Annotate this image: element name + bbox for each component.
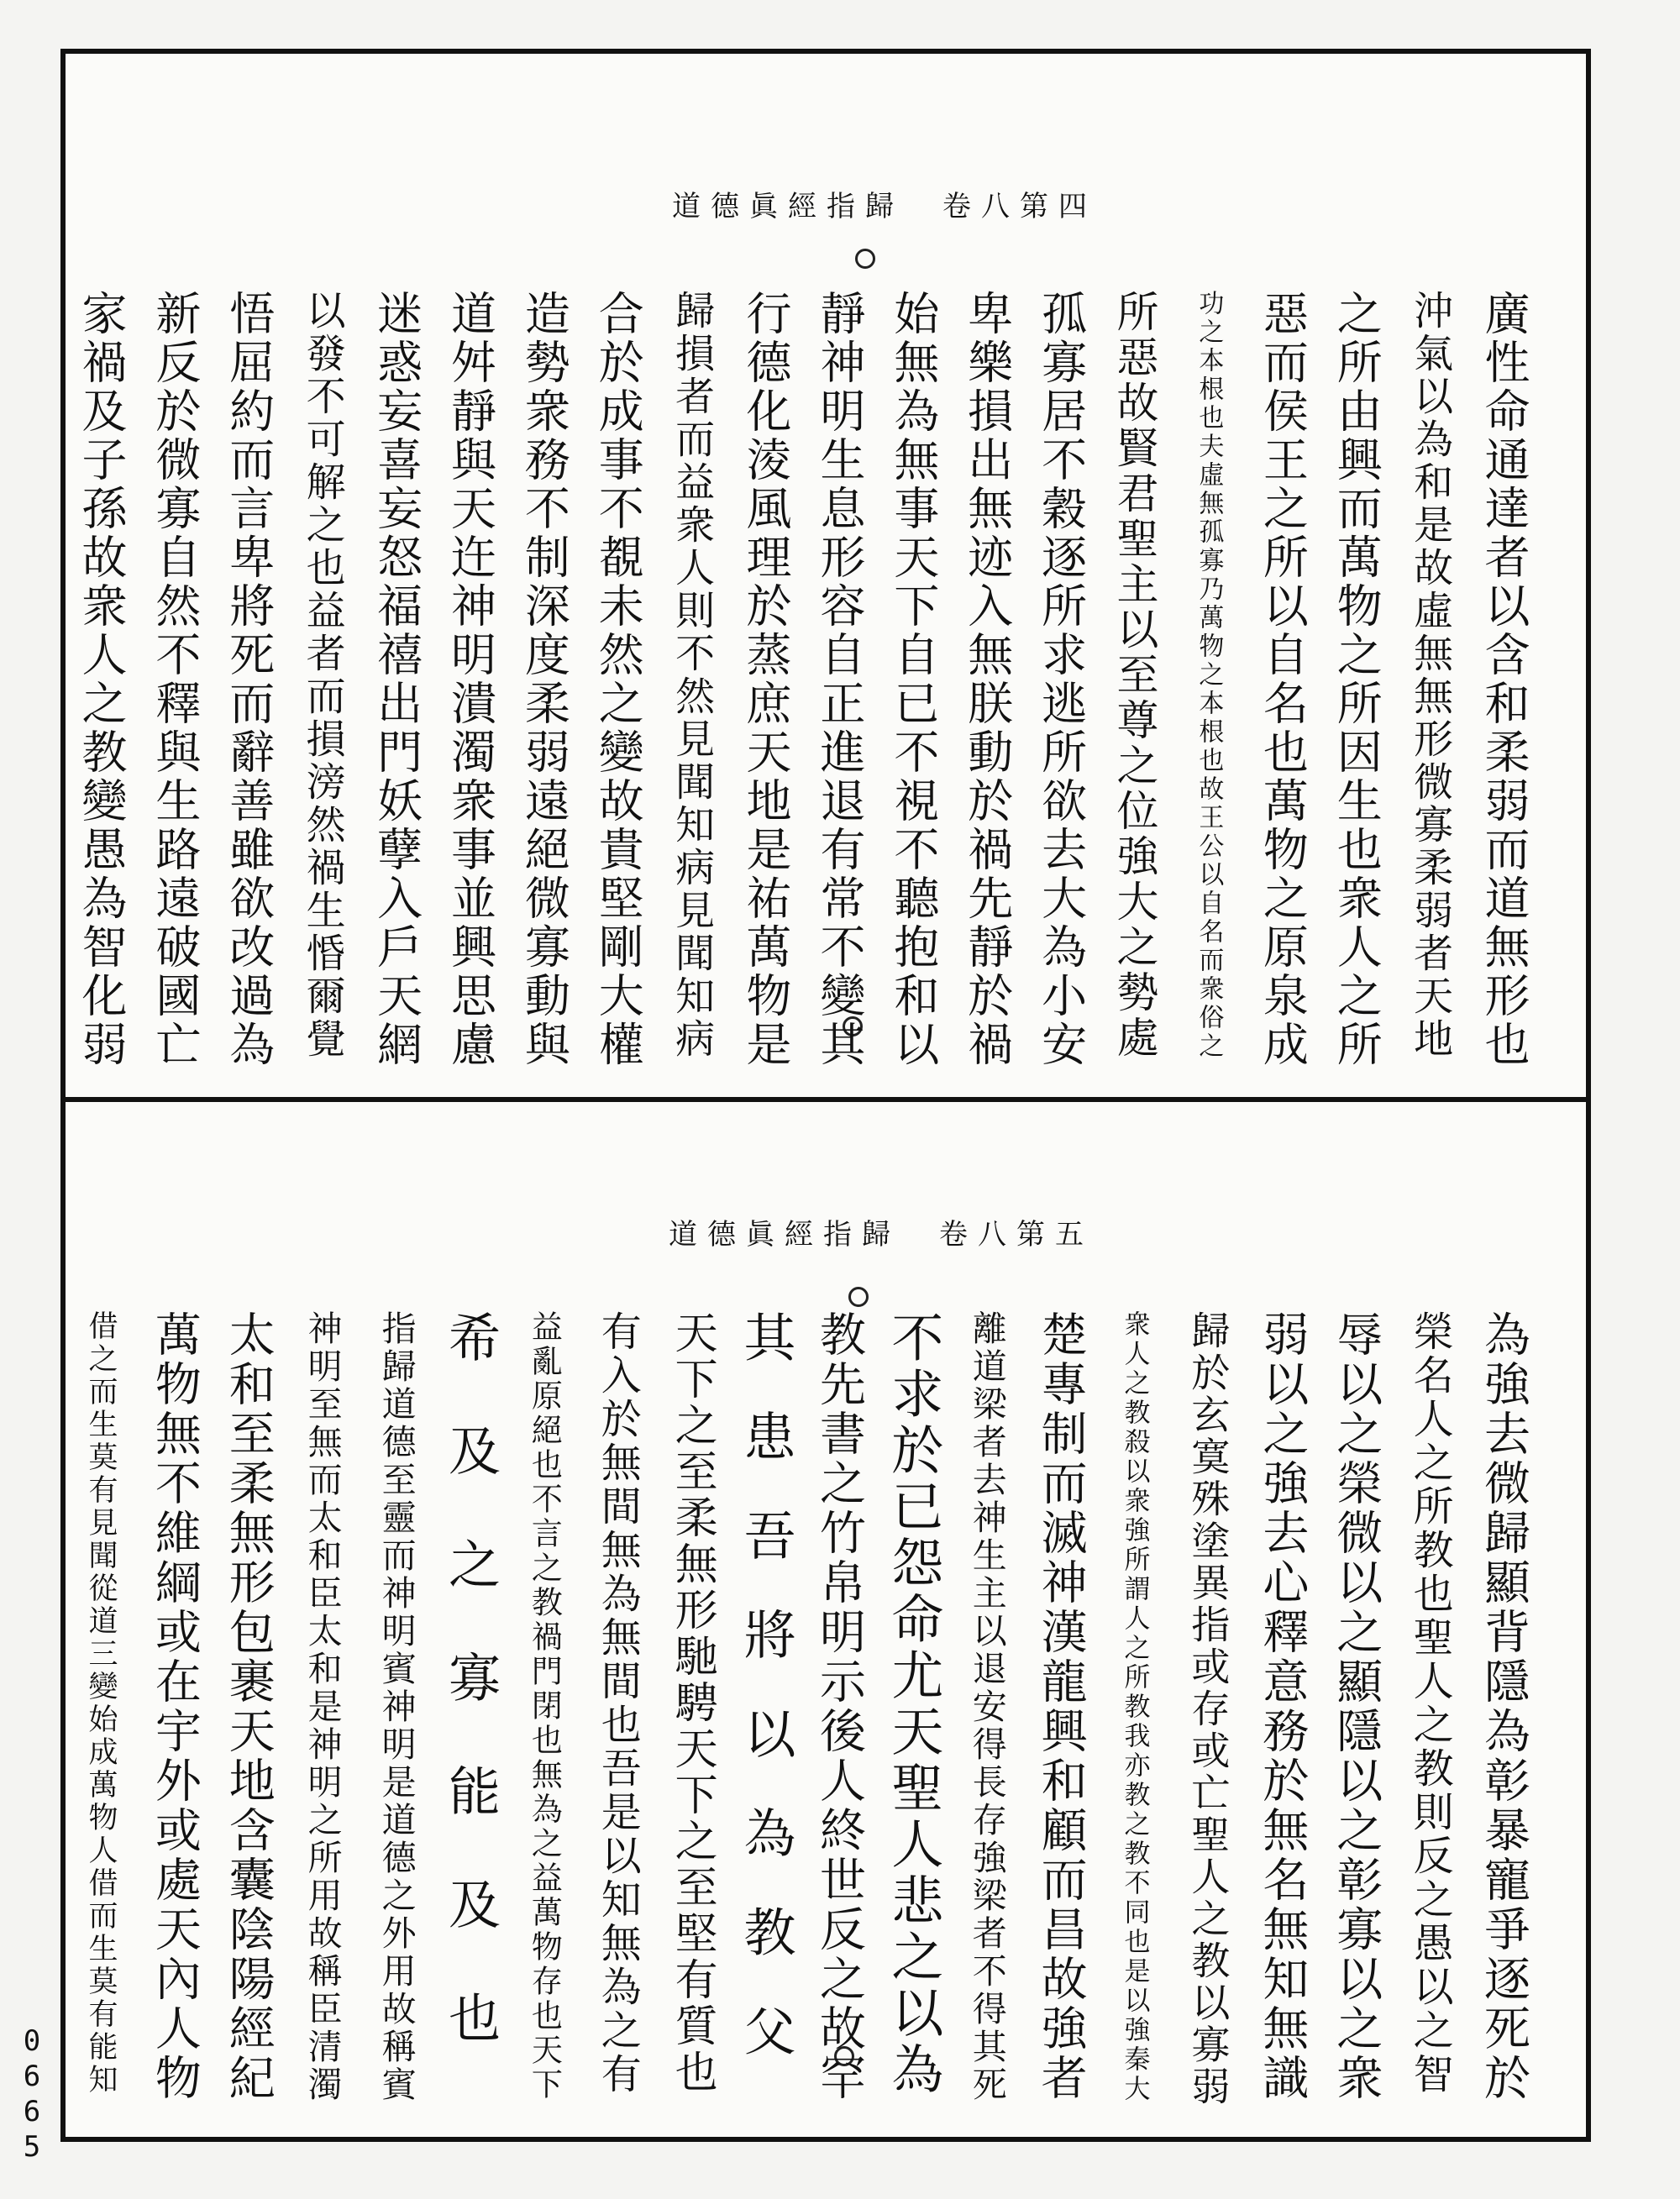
- text-column: 之所由興而萬物之所因生也衆人之所: [1330, 290, 1383, 1069]
- text-column: 其患吾將以為教父: [735, 1310, 797, 2103]
- text-column: 家禍及子孫故衆人之教變愚為智化弱: [75, 290, 128, 1069]
- text-column: 功之本根也夫虛無孤寡乃萬物之本根也故王公以自名而衆俗之: [1194, 290, 1224, 1061]
- text-column: 造勢衆務不制深度柔弱遠絕微寡動與: [517, 290, 571, 1069]
- text-column: 行德化淩風理於蒸庶天地是祐萬物是: [739, 290, 793, 1069]
- text-column: 沖氣以為和是故虛無無形微寡柔弱者天地: [1407, 290, 1454, 1061]
- text-column: 教先書之竹帛明示後人終世反之故罕: [811, 1310, 866, 2103]
- text-column: 天下之至柔無形馳騁天下之至堅有質也: [667, 1310, 717, 2096]
- text-column: 為強去微歸顯背隱為彰暴寵爭逐死於: [1477, 1310, 1530, 2103]
- text-column: 太和至柔無形包裹天地含囊陰陽經紀: [221, 1310, 276, 2103]
- text-column: 始無為無事天下自已不視不聽抱和以: [886, 290, 940, 1069]
- text-column: 惡而侯王之所以自名也萬物之原泉成: [1256, 290, 1310, 1069]
- text-column: 萬物無不維綱或在宇外或處天內人物: [147, 1310, 202, 2103]
- margin-circle: [848, 1287, 869, 1307]
- text-column: 靜神明生息形容自正進退有常不變其: [812, 290, 866, 1069]
- text-column: 借之而生莫有見聞從道三變始成萬物人借而生莫有能知: [84, 1310, 118, 2097]
- text-column: 不求於已怨命尤天聖人悲之以為: [882, 1310, 944, 2098]
- text-column: 神明至無而太和臣太和是神明之所用故稱臣清濁: [302, 1310, 343, 2104]
- text-column: 迷惑妄喜妄怒福禧出門妖孽入戶天網: [370, 290, 423, 1069]
- text-column: 益亂原絕也不言之教禍門閉也無為之益萬物存也天下: [526, 1310, 563, 2102]
- text-column: 歸損者而益衆人則不然見聞知病見聞知病: [669, 290, 716, 1061]
- text-column: 榮名人之所教也聖人之教則反之愚以之智: [1406, 1310, 1454, 2097]
- text-column: 孤寡居不穀逐所求逃所欲去大為小安: [1034, 290, 1088, 1069]
- text-column: 悟屈約而言卑將死而辭善雖欲改過為: [222, 290, 276, 1069]
- text-column: 道舛靜與天迕神明潰濁衆事並興思慮: [444, 290, 497, 1069]
- text-column: 辱以之榮微以之顯隱以之彰寡以之衆: [1329, 1310, 1383, 2103]
- top-header: 道德眞經指歸 卷八第四: [672, 190, 1097, 223]
- text-column: 離道梁者去神生主以退安得長存強梁者不得其死: [966, 1310, 1007, 2104]
- text-column: 所惡故賢君聖主以至尊之位強大之勢處: [1110, 290, 1159, 1061]
- text-column: 指歸道德至靈而神明賓神明是道德之外用故稱賓: [375, 1310, 417, 2104]
- bottom-header: 道德眞經指歸 卷八第五: [669, 1218, 1094, 1252]
- text-column: 有入於無間無為無間也吾是以知無為之有: [594, 1310, 642, 2097]
- text-column: 廣性命通達者以含和柔弱而道無形也: [1478, 290, 1530, 1069]
- text-column: 弱以之強去心釋意務於無名無知無識: [1255, 1310, 1310, 2103]
- text-column: 歸於玄寞殊塗異指或存或亡聖人之教以寡弱: [1185, 1310, 1231, 2108]
- panel-divider: [60, 1097, 1591, 1102]
- text-column: 新反於微寡自然不釋與生路遠破國亡: [148, 290, 202, 1069]
- text-column: 楚專制而滅神漢龍興和顧而昌故強者: [1033, 1310, 1088, 2103]
- margin-circle: [855, 249, 875, 269]
- text-column: 希及之寡能及也: [439, 1310, 501, 2104]
- text-column: 卑樂損出無迹入無朕動於禍先靜於禍: [960, 290, 1014, 1069]
- text-column: 衆人之教殺以衆強所謂人之所教我亦教之教不同也是以強秦大: [1119, 1310, 1150, 2104]
- text-column: 合於成事不覩未然之變故貴堅剛大權: [591, 290, 645, 1069]
- page-number: 0665: [15, 2024, 49, 2165]
- text-column: 以發不可解之也益者而損滂然禍生惛爾覺: [299, 290, 346, 1061]
